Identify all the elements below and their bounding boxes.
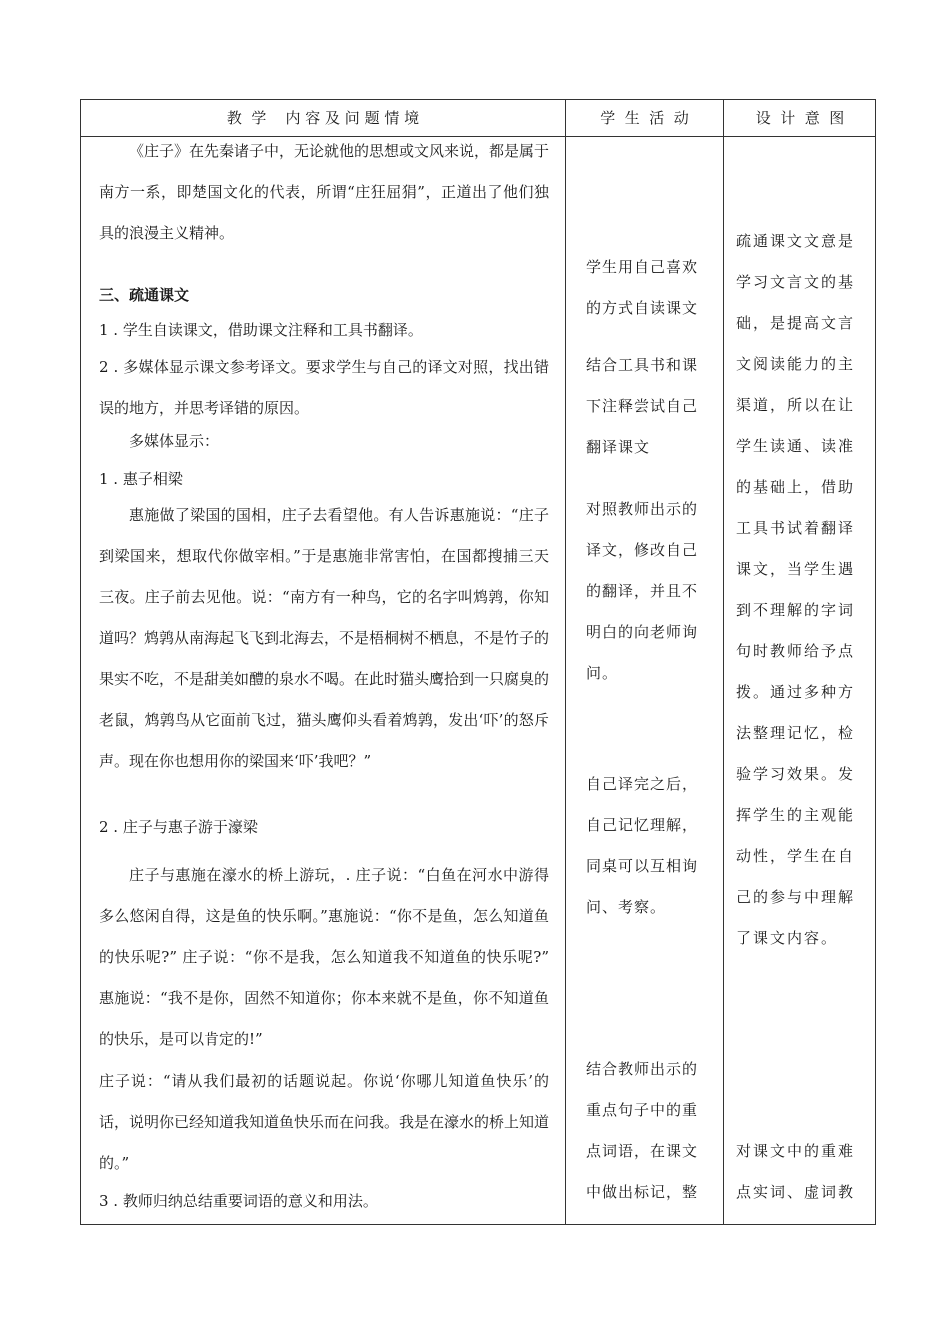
story-1-title: 1 . 惠子相梁 xyxy=(99,470,183,488)
step-2: 2 . 多媒体显示课文参考译文。要求学生与自己的译文对照，找出错误的地方，并思考译错的原因。 xyxy=(99,358,549,417)
story-1-text: 惠施做了梁国的国相，庄子去看望他。有人告诉惠施说：“庄子到梁国来，想取代你做宰相。”于是惠施非常害怕，在国都搜捕三天三夜。庄子前去见他。说：“南方有一种鸟，它的名字叫鸩鹑，你知道吗？鸩鹑从南海起飞飞到北海去，不是梧桐树不栖息，不是竹子的果实不吃，不是甜美如醴的泉水不喝。在此时猫头鹰拾到一只腐臭的老鼠，鸩鹑鸟从它面前飞过，猫头鹰仰头看着鸩鹑，发出‘吓’的怒斥声。现在你也想用你的梁国来‘吓’我吧？” xyxy=(99,506,550,770)
header-student-activity: 学 生 活 动 xyxy=(600,109,689,127)
step-1: 1 . 学生自读课文，借助课文注释和工具书翻译。 xyxy=(99,321,423,339)
media-label: 多媒体显示： xyxy=(129,432,220,450)
lesson-plan-table xyxy=(80,99,876,1225)
design-intent-translation: 疏通课文文意是学习文言文的基础，是提高文言文阅读能力的主渠道，所以在让学生读通、读准的基础上，借助工具书试着翻译课文，当学生遇到不理解的字词句时教师给予点拨。通过多种方法整理记忆，检验学习效果。发挥学生的主观能动性，学生在自己的参与中理解了课文内容。 xyxy=(736,232,856,947)
step-3: 3 . 教师归纳总结重要词语的意义和用法。 xyxy=(99,1192,378,1210)
design-intent-column xyxy=(724,137,876,1224)
story-2-title: 2 . 庄子与惠子游于濠梁 xyxy=(99,818,258,836)
activity-mark-keywords: 结合教师出示的重点句子中的重点词语，在课文中做出标记，整 xyxy=(586,1060,699,1201)
header-design-intent: 设 计 意 图 xyxy=(755,109,845,127)
activity-translate: 结合工具书和课下注释尝试自己翻译课文 xyxy=(586,356,699,456)
header-teaching-content: 教 学 内 容 及 问 题 情 境 xyxy=(226,109,420,127)
activity-self-read: 学生用自己喜欢的方式自读课文 xyxy=(586,258,699,317)
story-2-text-continued: 庄子说：“请从我们最初的话题说起。你说‘你哪儿知道鱼快乐’的话，说明你已经知道我知道鱼快乐而在问我。我是在濠水的桥上知道的。” xyxy=(99,1072,550,1172)
story-2-text: 庄子与惠施在濠水的桥上游玩，. 庄子说：“白鱼在河水中游得多么悠闲自得，这是鱼的快乐啊。”惠施说：“你不是鱼，怎么知道鱼的快乐呢?” 庄子说：“你不是我，怎么知道我不知道鱼的快乐呢?” 惠施说：“我不是你，固然不知道你；你本来就不是鱼，你不知道鱼的快乐，是可以肯定的!” xyxy=(99,866,549,1048)
teaching-content-column xyxy=(81,137,565,1224)
design-intent-keywords: 对课文中的重难点实词、虚词教 xyxy=(736,1142,856,1201)
student-activity-column xyxy=(566,137,723,1224)
activity-compare: 对照教师出示的译文，修改自己的翻译，并且不明白的向老师询问。 xyxy=(586,500,699,682)
activity-memorize: 自己译完之后，自己记忆理解，同桌可以互相询问、考察。 xyxy=(586,775,699,916)
intro-paragraph: 《庄子》在先秦诸子中，无论就他的思想或文风来说，都是属于南方一系，即楚国文化的代表，所谓“庄狂屈狷”，正道出了他们独具的浪漫主义精神。 xyxy=(99,142,550,242)
section-title: 三、疏通课文 xyxy=(99,286,190,304)
